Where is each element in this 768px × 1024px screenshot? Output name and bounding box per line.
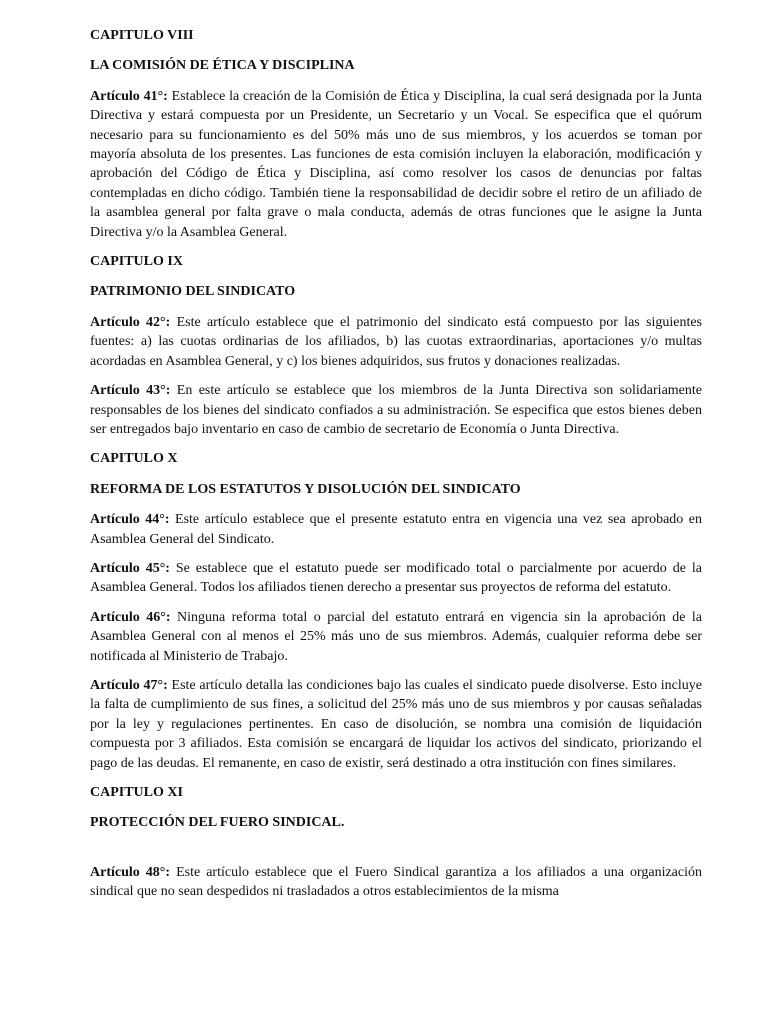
chapter-title: REFORMA DE LOS ESTATUTOS Y DISOLUCIÓN DEL SINDICATO xyxy=(90,481,521,497)
article-paragraph xyxy=(90,676,702,773)
article-paragraph xyxy=(90,381,702,439)
article-label: Artículo 48°: xyxy=(90,864,171,880)
article-label: Artículo 47°: xyxy=(90,677,168,693)
chapter-title: PATRIMONIO DEL SINDICATO xyxy=(90,284,296,300)
article-label: Artículo 42°: xyxy=(90,314,171,330)
chapter-heading: CAPITULO VIII xyxy=(90,28,194,43)
article-text: Este artículo detalla las condiciones bajo las cuales el sindicato puede disolverse. Esto incluye la falta de cumplimiento de sus fines, a solicitud del 25% más uno de sus miembros y por causas señaladas por la ley y regulaciones pertinentes. En caso de disolución, se nombra una comisión de liquidación compuesta por 3 afiliados. Esta comisión se encargará de liquidar los activos del sindicato, priorizando el pago de las deudas. El remanente, en caso de existir, será destinado a otra institución con fines similares. xyxy=(90,677,702,771)
article-text: Este artículo establece que el Fuero Sindical garantiza a los afiliados a una organización sindical que no sean despedidos ni trasladados a otros establecimientos de la misma xyxy=(90,864,702,900)
article-label: Artículo 43°: xyxy=(90,383,171,399)
article-label: Artículo 41°: xyxy=(90,88,168,104)
article-label: Artículo 45°: xyxy=(90,560,170,576)
article-label: Artículo 44°: xyxy=(90,512,170,528)
chapter-title: PROTECCIÓN DEL FUERO SINDICAL. xyxy=(90,815,345,831)
article-paragraph xyxy=(90,87,702,242)
article-paragraph xyxy=(90,863,702,902)
chapter-heading: CAPITULO IX xyxy=(90,254,183,270)
article-paragraph xyxy=(90,559,702,598)
article-paragraph xyxy=(90,313,702,371)
chapter-heading: CAPITULO X xyxy=(90,451,178,467)
article-paragraph xyxy=(90,510,702,549)
blank-line xyxy=(90,844,702,863)
chapter-heading: CAPITULO XI xyxy=(90,785,183,800)
article-label: Artículo 46°: xyxy=(90,609,171,625)
article-text: Establece la creación de la Comisión de Ética y Disciplina, la cual será designada por la Junta Directiva y estará compuesta por un Presidente, un Secretario y un Vocal. Se especifica que el quórum necesario para su funcionamiento es del 50% más uno de sus miembros, y los acuerdos se toman por mayoría absoluta de los presentes. Las funciones de esta comisión incluyen la elaboración, modificación y aprobación del Código de Ética y Disciplina, así como resolver los casos de denuncias por faltas contempladas en dicho código. También tiene la responsabilidad de decidir sobre el retiro de un afiliado de la asamblea general por falta grave o mala conducta, además de otras funciones que le asigne la Junta Directiva y/o la Asamblea General. xyxy=(90,88,702,240)
article-text: Este artículo establece que el presente estatuto entra en vigencia una vez sea aprobado en Asamblea General del Sindicato. xyxy=(90,512,702,547)
document-page xyxy=(90,26,702,912)
article-text: En este artículo se establece que los miembros de la Junta Directiva son solidariamente responsables de los bienes del sindicato confiados a su administración. Se especifica que estos bienes deben ser entregados bajo inventario en caso de cambio de secretario de Economía o Junta Directiva. xyxy=(90,383,702,437)
article-paragraph xyxy=(90,608,702,666)
article-text: Se establece que el estatuto puede ser modificado total o parcialmente por acuerdo de la Asamblea General. Todos los afiliados tienen derecho a presentar sus proyectos de reforma del estatuto. xyxy=(90,560,702,596)
chapter-title: LA COMISIÓN DE ÉTICA Y DISCIPLINA xyxy=(90,58,355,74)
article-text: Ninguna reforma total o parcial del estatuto entrará en vigencia sin la aprobación de la Asamblea General con al menos el 25% más uno de sus miembros. Además, cualquier reforma debe ser notificada al Ministerio de Trabajo. xyxy=(90,609,703,664)
article-text: Este artículo establece que el patrimonio del sindicato está compuesto por las siguientes fuentes: a) las cuotas ordinarias de los afiliados, b) las cuotas extraordinarias, aportaciones y/o multas acordadas en Asamblea General, y c) los bienes adquiridos, sus frutos y donaciones realizadas. xyxy=(90,314,702,369)
